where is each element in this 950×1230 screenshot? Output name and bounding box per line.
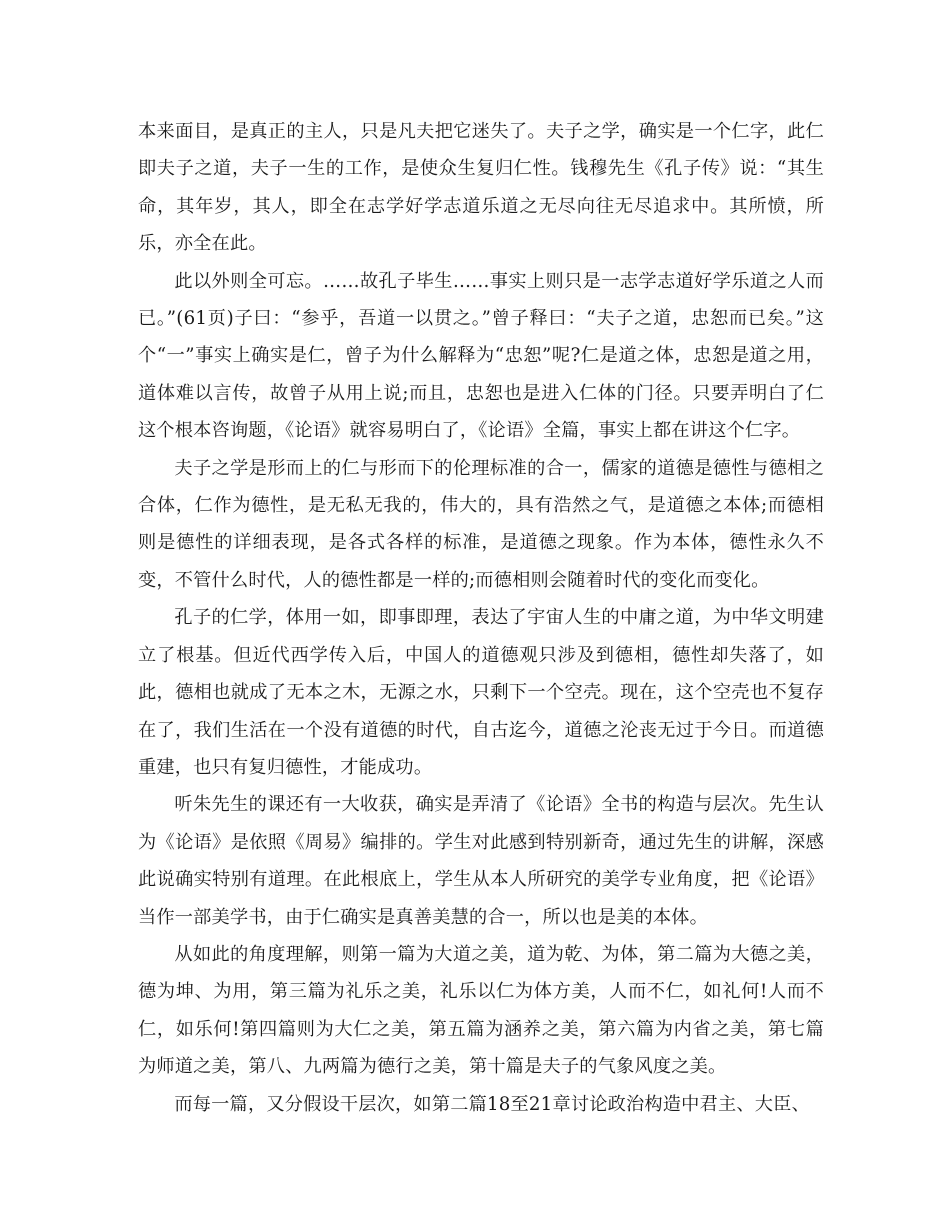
paragraph-6: 从如此的角度理解，则第一篇为大道之美，道为乾、为体，第二篇为大德之美，德为坤、为用，第三篇为礼乐之美，礼乐以仁为体方美，人而不仁，如礼何!人而不仁，如乐何!第四篇则为大仁之美，第五篇为涵养之美，第六篇为内省之美，第七篇为师道之美，第八、九两篇为德行之美，第十篇是夫子的气象风度之美。 (138, 943, 824, 1078)
paragraph-4: 孔子的仁学，体用一如，即事即理，表达了宇宙人生的中庸之道，为中华文明建立了根基。但近代西学传入后，中国人的道德观只涉及到德相，德性却失落了，如此，德相也就成了无本之木，无源之水，只剩下一个空壳。现在，这个空壳也不复存在了，我们生活在一个没有道德的时代，自古迄今，道德之沦丧无过于今日。而道德重建，也只有复归德性，才能成功。 (138, 607, 824, 778)
paragraph-3: 夫子之学是形而上的仁与形而下的伦理标准的合一，儒家的道德是德性与德相之合体，仁作为德性，是无私无我的，伟大的，具有浩然之气，是道德之本体;而德相则是德性的详细表现，是各式各样的标准，是道德之现象。作为本体，德性永久不变，不管什么时代，人的德性都是一样的;而德相则会随着时代的变化而变化。 (138, 457, 824, 591)
paragraph-5: 听朱先生的课还有一大收获，确实是弄清了《论语》全书的构造与层次。先生认为《论语》是依照《周易》编排的。学生对此感到特别新奇，通过先生的讲解，深感此说确实特别有道理。在此根底上，学生从本人所研究的美学专业角度，把《论语》当作一部美学书，由于仁确实是真善美慧的合一，所以也是美的本体。 (138, 794, 824, 928)
paragraph-2: 此以外则全可忘。……故孔子毕生……事实上则只是一志学志道好学乐道之人而已。”(61页)子曰：“参乎，吾道一以贯之。”曾子释曰：“夫子之道，忠恕而已矣。”这个“一”事实上确实是仁，曾子为什么解释为“忠恕”呢?仁是道之体，忠恕是道之用，道体难以言传，故曾子从用上说;而且，忠恕也是进入仁体的门径。只要弄明白了仁这个根本咨询题，《论语》就容易明白了，《论语》全篇，事实上都在讲这个仁字。 (138, 270, 824, 442)
document-body (138, 113, 824, 1123)
paragraph-7: 而每一篇，又分假设干层次，如第二篇18至21章讨论政治构造中君主、大臣、 (174, 1093, 810, 1115)
paragraph-1: 本来面目，是真正的主人，只是凡夫把它迷失了。夫子之学，确实是一个仁字，此仁即夫子之道，夫子一生的工作，是使众生复归仁性。钱穆先生《孔子传》说：“其生命，其年岁，其人，即全在志学好学志道乐道之无尽向往无尽追求中。其所愤，所乐，亦全在此。 (138, 121, 824, 255)
